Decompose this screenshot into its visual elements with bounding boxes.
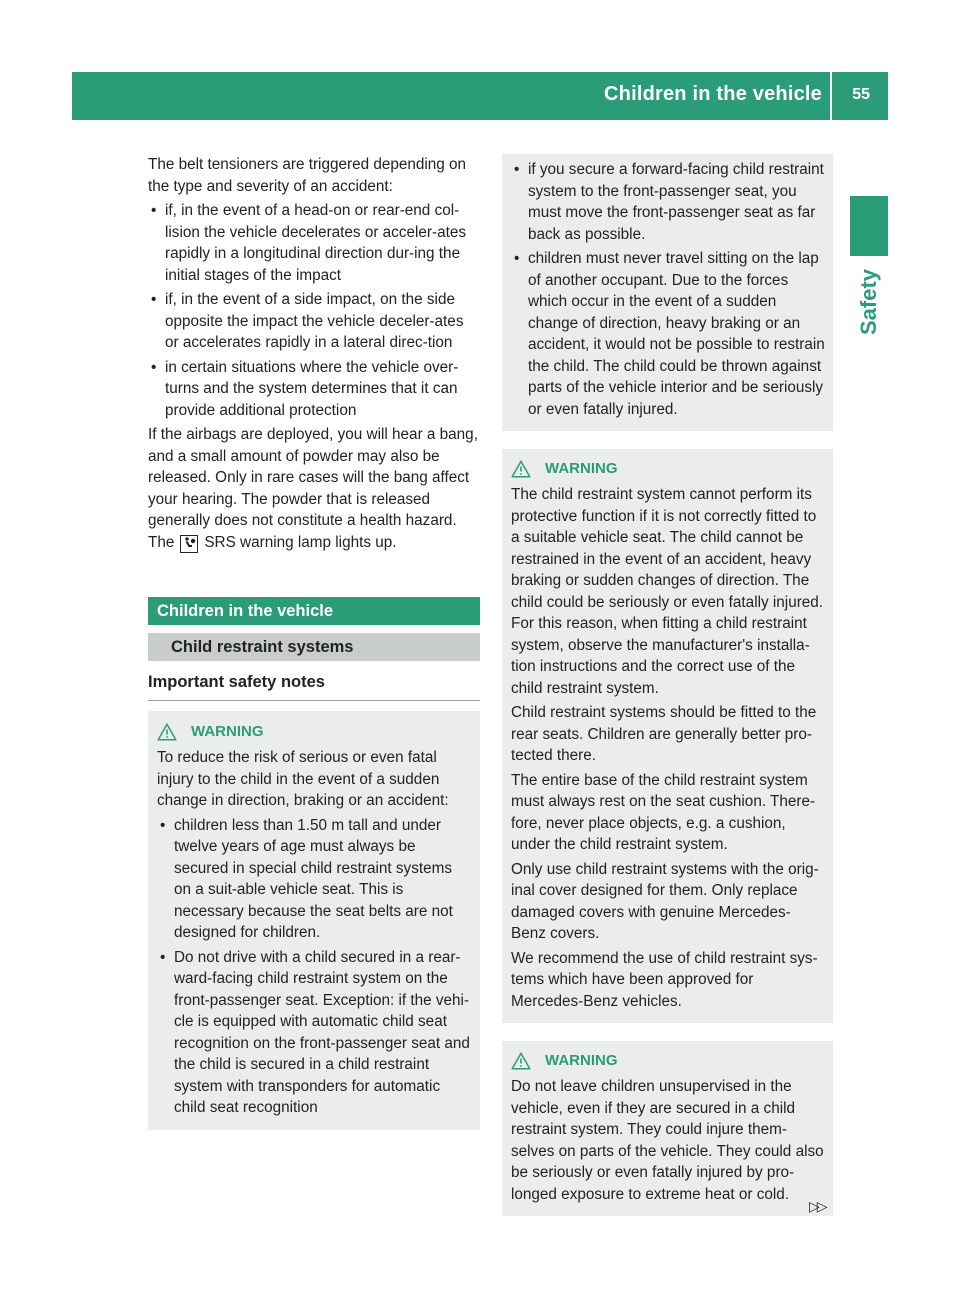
page-title: Children in the vehicle — [604, 83, 822, 105]
warning-header — [511, 1050, 825, 1072]
right-column — [502, 154, 833, 1216]
warning-box — [148, 711, 480, 1130]
list-item: • if, in the event of a head-on or rear-end col-lision the vehicle decelerates or acceler-ates rapidly in a longitudinal direction dur-ing the initial stages of the impact — [148, 200, 480, 286]
airbag-warning-icon — [180, 535, 198, 553]
warning-triangle-icon — [511, 1052, 531, 1070]
warning-paragraph: Do not leave children unsupervised in the vehicle, even if they are secured in a child restraint system. They could injure them-selves on parts of the vehicle. They could also be seriously or even fatally injured by pro-longed exposure to extreme heat or cold. — [511, 1078, 824, 1203]
header-divider — [830, 72, 832, 120]
list-item: • if, in the event of a side impact, on the side opposite the impact the vehicle deceler-ates or accelerates rapidly in a lateral direc-tion — [148, 289, 480, 354]
warning-intro: To reduce the risk of serious or even fatal injury to the child in the event of a sudden change in direction, braking or an accident: — [157, 749, 449, 809]
continued-list-box — [502, 154, 833, 431]
warning-triangle-icon — [157, 723, 177, 741]
warning-label: WARNING — [545, 1052, 618, 1070]
warning-header — [157, 721, 472, 743]
section-heading: Important safety notes — [148, 667, 480, 701]
warning-box — [502, 449, 833, 1023]
side-tab-label: Safety — [856, 268, 881, 336]
warning-header — [511, 458, 825, 480]
list-item: • in certain situations where the vehicle over-turns and the system determines that it can provide additional protection — [148, 357, 480, 422]
airbag-paragraph — [148, 424, 480, 553]
list-item: • children less than 1.50 m tall and under twelve years of age must always be secured in special child restraint systems on a suit-able vehicle seat. This is necessary because the seat belts are not designed for children. — [157, 815, 472, 944]
list-item: • if you secure a forward-facing child restraint system to the front-passenger seat, you must move the front-passenger seat as far back as possible. — [511, 159, 827, 245]
intro-paragraph: The belt tensioners are triggered depending on the type and severity of an accident: — [148, 156, 467, 195]
warning-label: WARNING — [191, 723, 264, 741]
warning-paragraph: We recommend the use of child restraint sys-tems which have been approved for Mercedes-Benz vehicles. — [511, 949, 818, 1010]
subsection-title: Child restraint systems — [148, 633, 480, 661]
continue-marker: ▷▷ — [809, 1198, 825, 1214]
warning-paragraph: Only use child restraint systems with the orig-inal cover designed for them. Only replace damaged covers with genuine Mercedes-Benz covers. — [511, 860, 819, 942]
side-tab-marker — [850, 196, 888, 256]
list-item: • Do not drive with a child secured in a rear-ward-facing child restraint system on the front-passenger seat. Exception: if the vehi-cle is equipped with automatic child seat recognition on the front-passenger seat and the child is secured in a child restraint system with transponders for automatic child seat recognition — [157, 947, 472, 1119]
airbag-text: If the airbags are deployed, you will hear a bang, and a small amount of powder may also be released. Only in rare cases will the bang affect your hearing. The powder that is released generally does not constitute a health hazard. The — [148, 426, 478, 551]
warning-triangle-icon — [511, 460, 531, 478]
warning-paragraph: The entire base of the child restraint system must always rest on the seat cushion. There-fore, never place objects, e.g. a cushion, under the child restraint system. — [511, 771, 816, 853]
warning-paragraph: The child restraint system cannot perform its protective function if it is not correctly fitted to a suitable vehicle seat. The child cannot be restrained in the event of an accident, heavy braking or sudden changes of direction. The child could be seriously or even fatally injured. For this reason, when fitting a child restraint system, observe the manufacturer's installa-tion instructions and the correct use of the child restraint system. — [511, 486, 824, 697]
left-column — [148, 154, 480, 1130]
airbag-text-end: SRS warning lamp lights up. — [204, 533, 397, 551]
warning-paragraph: Child restraint systems should be fitted to the rear seats. Children are generally better pro-tected there. — [511, 704, 817, 764]
side-tab — [846, 262, 892, 342]
page-number: 55 — [852, 86, 870, 103]
list-item: • children must never travel sitting on the lap of another occupant. Due to the forces which occur in the event of a sudden change of direction, heavy braking or an accident, it would not be possible to restrain the child. The child could be thrown against parts of the vehicle interior and be seriously or even fatally injured. — [511, 248, 827, 420]
header-bar — [72, 72, 888, 120]
section-title: Children in the vehicle — [148, 597, 480, 625]
warning-box — [502, 1041, 833, 1216]
warning-label: WARNING — [545, 460, 618, 478]
